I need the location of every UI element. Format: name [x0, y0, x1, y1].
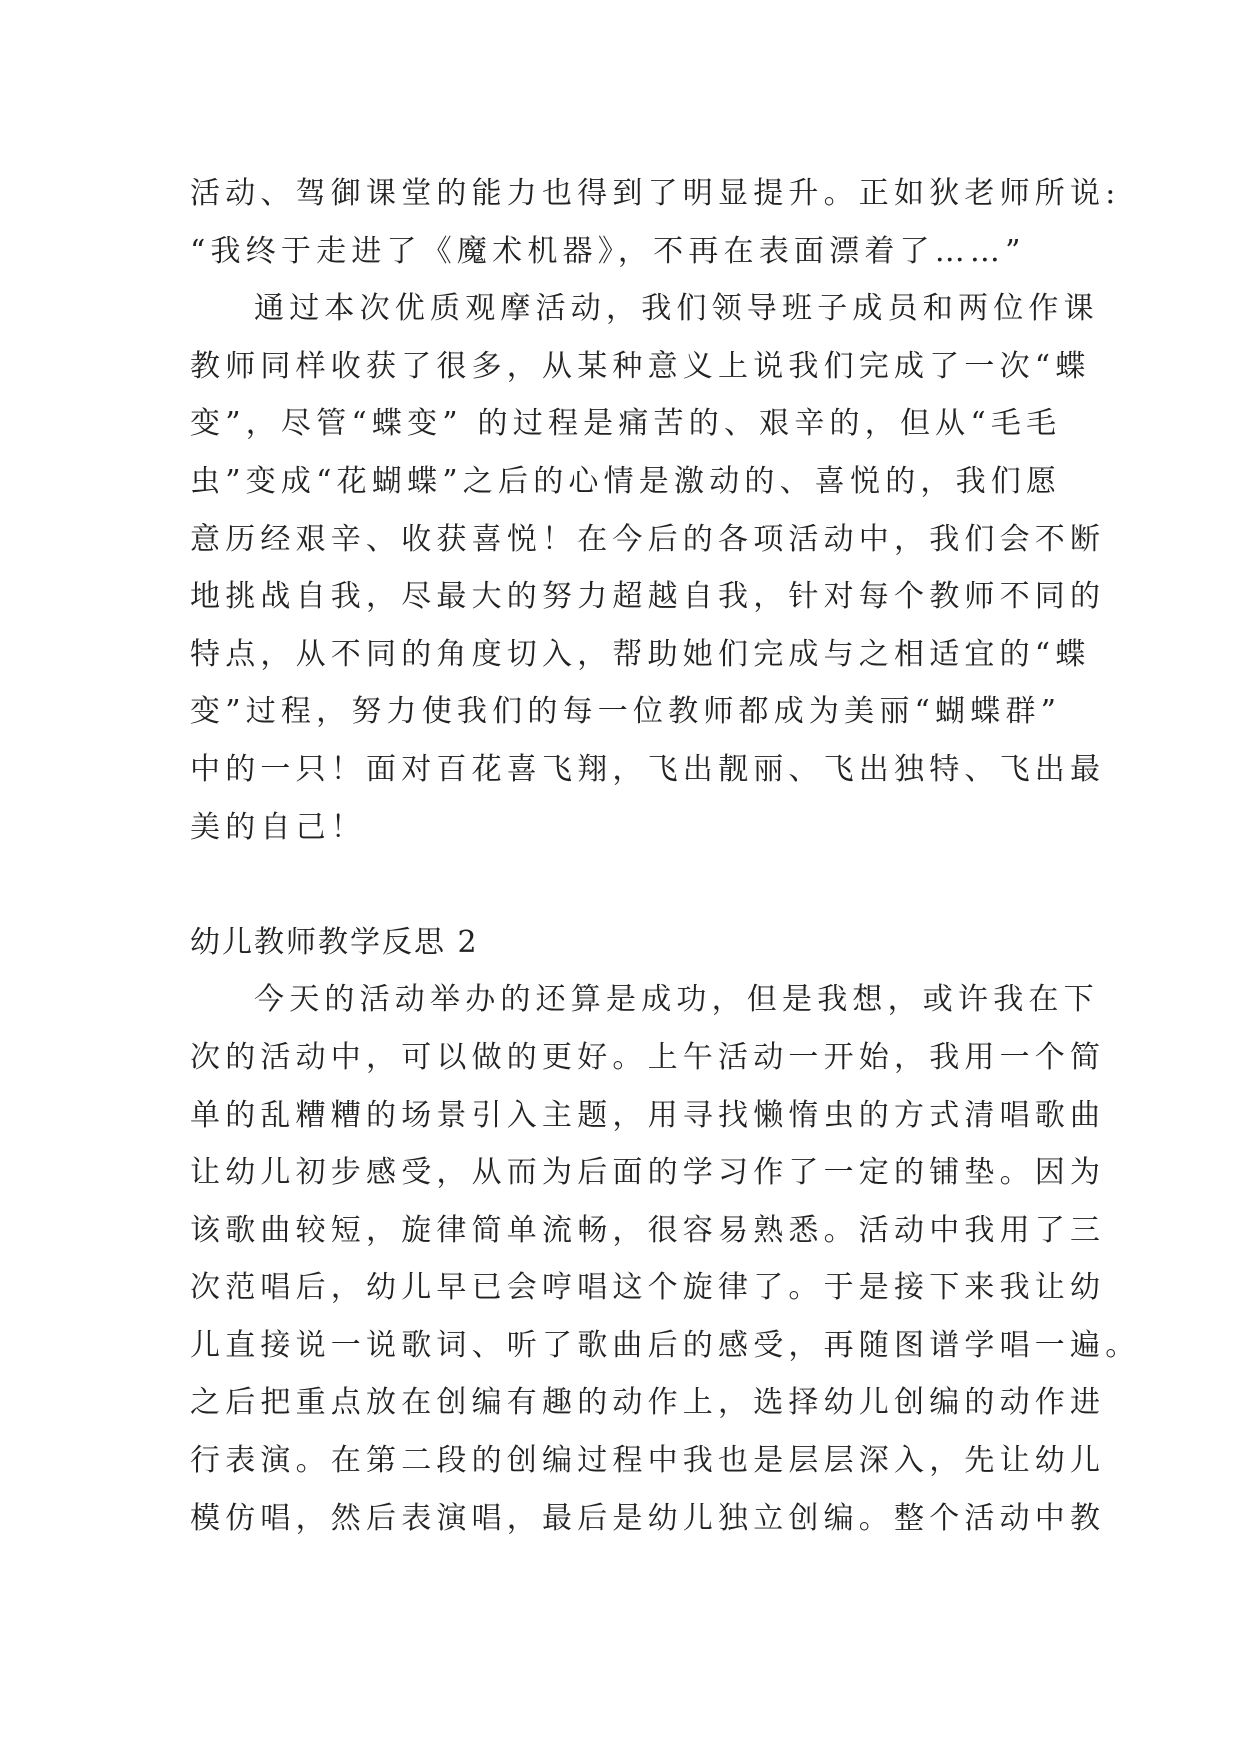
- paragraph-line: 模仿唱，然后表演唱，最后是幼儿独立创编。整个活动中教: [190, 1500, 1106, 1536]
- paragraph-line: 变”过程，努力使我们的每一位教师都成为美丽“蝴蝶群”: [190, 694, 1062, 730]
- paragraph-line: “我终于走进了《魔术机器》，不再在表面漂着了……”: [190, 233, 1026, 269]
- paragraph-line: 次的活动中，可以做的更好。上午活动一开始，我用一个简: [190, 1039, 1106, 1075]
- paragraph-line: 次范唱后，幼儿早已会哼唱这个旋律了。于是接下来我让幼: [190, 1270, 1106, 1306]
- section-heading: 幼儿教师教学反思 2: [190, 924, 479, 960]
- paragraph-line: 美的自己！: [190, 809, 366, 845]
- document-page: [190, 165, 1141, 1547]
- paragraph-line: 活动、驾御课堂的能力也得到了明显提升。正如狄老师所说:: [190, 176, 1121, 211]
- paragraph-line: 单的乱糟糟的场景引入主题，用寻找懒惰虫的方式清唱歌曲: [190, 1097, 1106, 1133]
- paragraph-line: 虫”变成“花蝴蝶”之后的心情是激动的、喜悦的，我们愿: [190, 463, 1062, 499]
- paragraph-line: 教师同样收获了很多，从某种意义上说我们完成了一次“蝶: [190, 348, 1091, 384]
- paragraph-line: 今天的活动举办的还算是成功，但是我想，或许我在下: [254, 982, 1099, 1018]
- section-gap: [190, 856, 1050, 914]
- paragraph-line: 特点，从不同的角度切入，帮助她们完成与之相适宜的“蝶: [190, 636, 1091, 672]
- paragraph-line: 之后把重点放在创编有趣的动作上，选择幼儿创编的动作进: [190, 1385, 1106, 1421]
- paragraph-line: 地挑战自我，尽最大的努力超越自我，针对每个教师不同的: [190, 579, 1106, 615]
- paragraph-line: 变”，尽管“蝶变” 的过程是痛苦的、艰辛的，但从“毛毛: [190, 406, 1062, 442]
- paragraph-line: 中的一只！面对百花喜飞翔，飞出靓丽、飞出独特、飞出最: [190, 751, 1106, 787]
- paragraph-line: 儿直接说一说歌词、听了歌曲后的感受，再随图谱学唱一遍。: [190, 1327, 1141, 1363]
- paragraph-line: 让幼儿初步感受，从而为后面的学习作了一定的铺垫。因为: [190, 1155, 1106, 1191]
- paragraph-line: 行表演。在第二段的创编过程中我也是层层深入，先让幼儿: [190, 1443, 1106, 1479]
- paragraph-line: 意历经艰辛、收获喜悦！在今后的各项活动中，我们会不断: [190, 521, 1106, 557]
- paragraph-line: 该歌曲较短，旋律简单流畅，很容易熟悉。活动中我用了三: [190, 1212, 1106, 1248]
- paragraph-line: 通过本次优质观摩活动，我们领导班子成员和两位作课: [254, 291, 1099, 327]
